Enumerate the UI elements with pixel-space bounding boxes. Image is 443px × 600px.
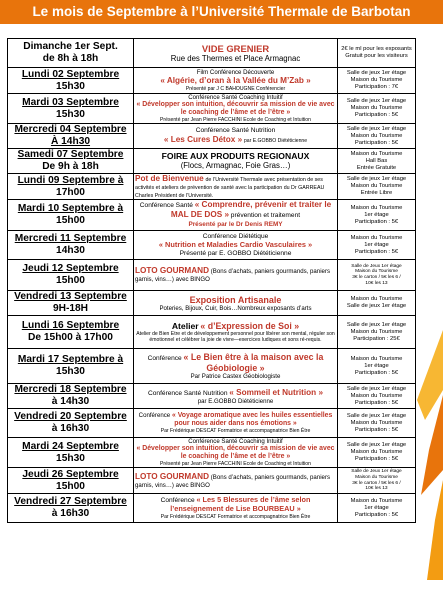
table-row xyxy=(8,174,416,200)
info-line: Maison du Tourisme xyxy=(350,132,403,139)
event-description xyxy=(134,149,338,174)
event-location: Rue des Thermes et Place Armagnac xyxy=(170,53,301,63)
event-date xyxy=(8,124,134,149)
event-description xyxy=(134,494,338,523)
info-line: 1er étage xyxy=(364,241,389,248)
orange-stripes-decoration xyxy=(417,330,443,580)
event-presenter: Présenté par E. GOBBO Diététicienne xyxy=(179,250,292,258)
info-line: Salle de jeux 1er étage xyxy=(346,412,407,419)
event-description xyxy=(134,349,338,384)
event-title: « Comprendre, prévenir et traiter le MAL DE DOS » xyxy=(170,200,332,220)
events-table xyxy=(7,38,416,523)
info-line: 2€ le ml pour les exposants xyxy=(341,46,412,52)
event-type: Conférence Santé Coaching Intuitif xyxy=(188,94,283,101)
event-day: Mardi 03 Septembre xyxy=(22,96,119,108)
event-time: De 15h00 à 17h00 xyxy=(28,332,113,344)
event-time: 15h30 xyxy=(56,80,85,92)
info-line: Maison du Tourisme xyxy=(350,419,403,426)
event-day: Mardi 17 Septembre à xyxy=(17,354,124,366)
event-presenter: Par Patrice Castex Géobiologiste xyxy=(190,373,281,381)
event-day: Mardi 10 Septembre à xyxy=(17,203,124,215)
event-title: « Les 5 Blessures de l’âme selon l’enseignement de Lise BOURBEAU » xyxy=(170,495,311,514)
event-time: 17h00 xyxy=(56,186,85,198)
info-line: Participation : 5€ xyxy=(354,139,399,146)
info-line: Participation : 5€ xyxy=(354,218,399,225)
event-title: « Développer son intuition, découvrir sa mission de vie avec le coaching de l’âme et de l’être » xyxy=(136,101,335,116)
event-info xyxy=(338,174,416,200)
info-line: Gratuit pour les visiteurs xyxy=(345,53,408,59)
event-details: Atelier de Bien Etre et de développement personnel pour libérer son mental, réguler son émotionnel et célébrer la joie de vivre—exercices ludiques et sons ré-requis. xyxy=(136,331,335,344)
event-description xyxy=(134,438,338,468)
info-line: Participation : 5€ xyxy=(354,426,399,433)
event-day: Lundi 09 Septembre à xyxy=(17,174,124,186)
info-line: Salle de Jeux 1er étage xyxy=(351,263,402,269)
table-row xyxy=(8,94,416,124)
event-description xyxy=(134,174,338,200)
event-day: Vendredi 27 Septembre xyxy=(14,496,127,508)
event-time: 9H-18H xyxy=(52,303,89,315)
event-date xyxy=(8,349,134,384)
event-date xyxy=(8,494,134,523)
event-info xyxy=(338,200,416,231)
event-details: (Bons d’achats, paniers gourmands, paniers garnis, vins…) avec BINGO xyxy=(135,473,331,489)
event-type: Conférence xyxy=(147,354,182,362)
table-row xyxy=(8,260,416,291)
page-title: Le mois de Septembre à l’Université Thermale de Barbotan xyxy=(0,0,443,24)
event-presenter: Présenté par J C BAHOUGNE Conférencier xyxy=(185,86,286,92)
info-line: Maison du Tourisme xyxy=(350,296,403,303)
info-line: Salle de jeux 1er étage xyxy=(346,70,407,76)
event-date xyxy=(8,468,134,494)
event-date xyxy=(8,68,134,94)
table-row xyxy=(8,39,416,68)
info-line: Salle de jeux 1er étage xyxy=(346,98,407,104)
info-line: Maison du Tourisme xyxy=(350,150,403,157)
event-type: Conférence Diététique xyxy=(202,232,269,240)
event-day: Mercredi 11 Septembre xyxy=(14,233,127,245)
info-line: Participation : 5€ xyxy=(354,456,399,463)
event-type: Conférence Santé Coaching Intuitif xyxy=(188,438,283,446)
info-line: Maison du Tourisme xyxy=(350,328,403,335)
info-line: Salle de jeux 1er étage xyxy=(346,303,407,310)
event-details: de l’Université Thermale avec présentation de ses activités et ateliers de prévention de santé avec la participation du Dr GARREAU Charles Président de l’Université. xyxy=(135,177,325,199)
info-line: Salle de jeux 1er étage xyxy=(346,442,407,449)
info-line: Maison du Tourisme xyxy=(350,183,403,190)
event-info xyxy=(338,260,416,291)
event-presenter: Présenté par Jean Pierre FACCHINI Ecole de Coaching et Intuition xyxy=(160,460,311,467)
event-date xyxy=(8,384,134,409)
event-date xyxy=(8,231,134,260)
event-info xyxy=(338,468,416,494)
event-date xyxy=(8,316,134,349)
info-line: Salle de jeux 1er étage xyxy=(346,385,407,392)
event-title: Exposition Artisanale xyxy=(189,294,282,305)
info-line: Maison du Tourisme xyxy=(350,204,403,211)
event-time: à 14h30 xyxy=(51,396,90,408)
event-description xyxy=(134,200,338,231)
event-type: Conférence xyxy=(138,412,171,420)
event-details: (Flocs, Armagnac, Foie Gras…) xyxy=(180,161,291,171)
table-row xyxy=(8,291,416,316)
event-info xyxy=(338,316,416,349)
event-type: Conférence Santé Nutrition xyxy=(195,127,276,135)
event-time: À 14h30 xyxy=(50,136,91,147)
event-date xyxy=(8,200,134,231)
event-info xyxy=(338,494,416,523)
event-type: Film Conférence Découverte xyxy=(196,68,275,76)
event-day: Jeudi 12 Septembre xyxy=(22,263,119,275)
event-title: « Algérie, d’oran à la Vallée du M’Zab » xyxy=(160,76,311,85)
event-title: Pot de Bienvenue xyxy=(135,174,204,183)
info-line: Maison du Tourisme xyxy=(350,449,403,456)
event-title: « Le Bien être à la maison avec la Géobiologie » xyxy=(183,351,324,373)
event-time: de 8h à 18h xyxy=(42,53,99,64)
event-date xyxy=(8,260,134,291)
event-time: 15h30 xyxy=(56,366,85,378)
event-day: Dimanche 1er Sept. xyxy=(23,41,118,52)
event-date xyxy=(8,174,134,200)
event-description xyxy=(134,409,338,438)
event-description xyxy=(134,316,338,349)
table-row xyxy=(8,409,416,438)
event-info xyxy=(338,124,416,149)
event-type: Conférence Santé xyxy=(139,202,193,210)
info-line: 3€ le carton / 5€ les 6 / xyxy=(352,480,401,486)
info-line: 1er étage xyxy=(364,362,389,369)
event-time: 14h30 xyxy=(56,245,85,257)
event-time: 15h00 xyxy=(56,215,85,227)
event-title: LOTO GOURMAND xyxy=(135,471,209,481)
table-row xyxy=(8,68,416,94)
table-row xyxy=(8,200,416,231)
event-day: Mercredi 18 Septembre xyxy=(14,384,127,396)
info-line: Maison du Tourisme xyxy=(355,269,398,275)
event-info xyxy=(338,384,416,409)
event-title: VIDE GRENIER xyxy=(201,42,270,54)
event-subtitle: prévention et traitement xyxy=(230,212,301,220)
info-line: 1er étage xyxy=(364,211,389,218)
event-presenter: par E.GOBBO Diététicienne xyxy=(243,137,308,144)
event-date xyxy=(8,409,134,438)
event-time: à 16h30 xyxy=(51,423,90,435)
event-presenter: Présenté par Jean Pierre FACCHINI Ecole de Coaching et Intuition xyxy=(160,116,311,123)
event-info xyxy=(338,68,416,94)
info-line: 10€ les 13 xyxy=(365,280,388,286)
info-line: 10€ les 13 xyxy=(365,486,388,492)
event-date xyxy=(8,39,134,68)
event-info xyxy=(338,438,416,468)
event-day: Jeudi 26 Septembre xyxy=(22,468,119,480)
event-date xyxy=(8,94,134,124)
event-type: Atelier xyxy=(171,320,199,331)
info-line: 1er étage xyxy=(364,504,389,511)
info-line: Participation : 5€ xyxy=(354,511,399,518)
event-time: 15h00 xyxy=(56,480,85,492)
event-time: à 16h30 xyxy=(51,508,90,520)
table-row xyxy=(8,124,416,149)
event-title: « Sommeil et Nutrition » xyxy=(229,387,324,397)
info-line: Entrée Libre xyxy=(360,190,393,197)
event-date xyxy=(8,438,134,468)
event-day: Mercredi 04 Septembre xyxy=(14,124,127,135)
event-time: De 9h à 18h xyxy=(42,161,99,172)
event-info xyxy=(338,349,416,384)
event-title: FOIRE AUX PRODUITS REGIONAUX xyxy=(161,151,310,162)
event-presenter: par E.GOBBO Diététicienne xyxy=(197,397,274,405)
table-row xyxy=(8,438,416,468)
event-presenter: Par Frédérique DESCAT Formatrice et accompagnatrice Bien Être xyxy=(160,513,311,520)
event-description xyxy=(134,291,338,316)
info-line: Entrée Gratuite xyxy=(356,164,397,171)
info-line: Maison du Tourisme xyxy=(350,355,403,362)
event-details: Poteries, Bijoux, Cuir, Bois…Nombreux exposants d’arts xyxy=(159,304,312,312)
info-line: Hall Bas xyxy=(365,157,388,164)
event-title: « Les Cures Détox » xyxy=(163,134,243,144)
info-line: Salle de jeux 1er étage xyxy=(346,125,407,132)
event-day: Mardi 24 Septembre xyxy=(22,440,119,452)
event-title: LOTO GOURMAND xyxy=(135,266,209,276)
event-title: « Nutrition et Maladies Cardio Vasculaires » xyxy=(158,240,313,250)
event-day: Lundi 02 Septembre xyxy=(21,68,120,80)
table-row xyxy=(8,231,416,260)
info-line: 3€ le carton / 5€ les 6 / xyxy=(352,275,401,281)
event-title: « Voyage aromatique avec les huiles essentielles pour nous aider dans nos émotions » xyxy=(171,412,333,428)
info-line: Maison du Tourisme xyxy=(355,474,398,480)
event-description xyxy=(134,68,338,94)
event-time: 15h30 xyxy=(56,452,85,464)
event-info xyxy=(338,94,416,124)
info-line: Participation : 5€ xyxy=(354,369,399,376)
info-line: Maison du Tourisme xyxy=(350,105,403,111)
event-presenter: Par Frédérique DESCAT Formatrice et accompagnatrice Bien Être xyxy=(160,427,311,434)
info-line: Salle de jeux 1er étage xyxy=(346,321,407,328)
event-description xyxy=(134,39,338,68)
info-line: Participation : 25€ xyxy=(353,335,400,342)
event-info xyxy=(338,149,416,174)
event-type: Conférence Santé Nutrition xyxy=(147,389,228,397)
info-line: Participation : 5€ xyxy=(354,248,399,255)
table-row xyxy=(8,149,416,174)
event-date xyxy=(8,149,134,174)
event-description xyxy=(134,231,338,260)
event-time: 15h30 xyxy=(56,108,85,120)
event-day: Samedi 07 Septembre xyxy=(17,149,124,160)
event-description xyxy=(134,124,338,149)
event-title: « Développer son intuition, découvrir sa mission de vie avec le coaching de l’âme et de l’être » xyxy=(136,445,335,461)
info-line: Salle de Jeux 1er étage xyxy=(351,469,402,475)
event-info xyxy=(338,39,416,68)
info-line: Maison du Tourisme xyxy=(350,497,403,504)
event-day: Lundi 16 Septembre xyxy=(21,320,120,332)
event-info xyxy=(338,409,416,438)
event-description xyxy=(134,468,338,494)
event-info xyxy=(338,231,416,260)
event-details: (Bons d’achats, paniers gourmands, paniers garnis, vins…) avec BINGO xyxy=(135,268,331,284)
table-row xyxy=(8,349,416,384)
event-type: Conférence xyxy=(160,497,195,505)
event-description xyxy=(134,384,338,409)
info-line: Maison du Tourisme xyxy=(350,392,403,399)
event-description xyxy=(134,260,338,291)
event-info xyxy=(338,291,416,316)
info-line: Participation : 5€ xyxy=(354,112,399,118)
table-row xyxy=(8,494,416,523)
info-line: Maison du Tourisme xyxy=(350,77,403,83)
event-presenter: Présenté par le Dr Denis REMY xyxy=(188,221,283,229)
table-row xyxy=(8,316,416,349)
event-day: Vendredi 20 Septembre xyxy=(14,411,127,423)
table-row xyxy=(8,384,416,409)
event-description xyxy=(134,94,338,124)
event-date xyxy=(8,291,134,316)
info-line: Participation : 5€ xyxy=(354,399,399,406)
info-line: Salle de jeux 1er étage xyxy=(346,176,407,183)
info-line: Maison du Tourisme xyxy=(350,234,403,241)
event-time: 15h00 xyxy=(56,275,85,287)
event-day: Vendredi 13 Septembre xyxy=(14,291,127,303)
event-title: « d’Expression de Soi » xyxy=(200,320,300,331)
info-line: Participation : 7€ xyxy=(354,84,399,90)
table-row xyxy=(8,468,416,494)
